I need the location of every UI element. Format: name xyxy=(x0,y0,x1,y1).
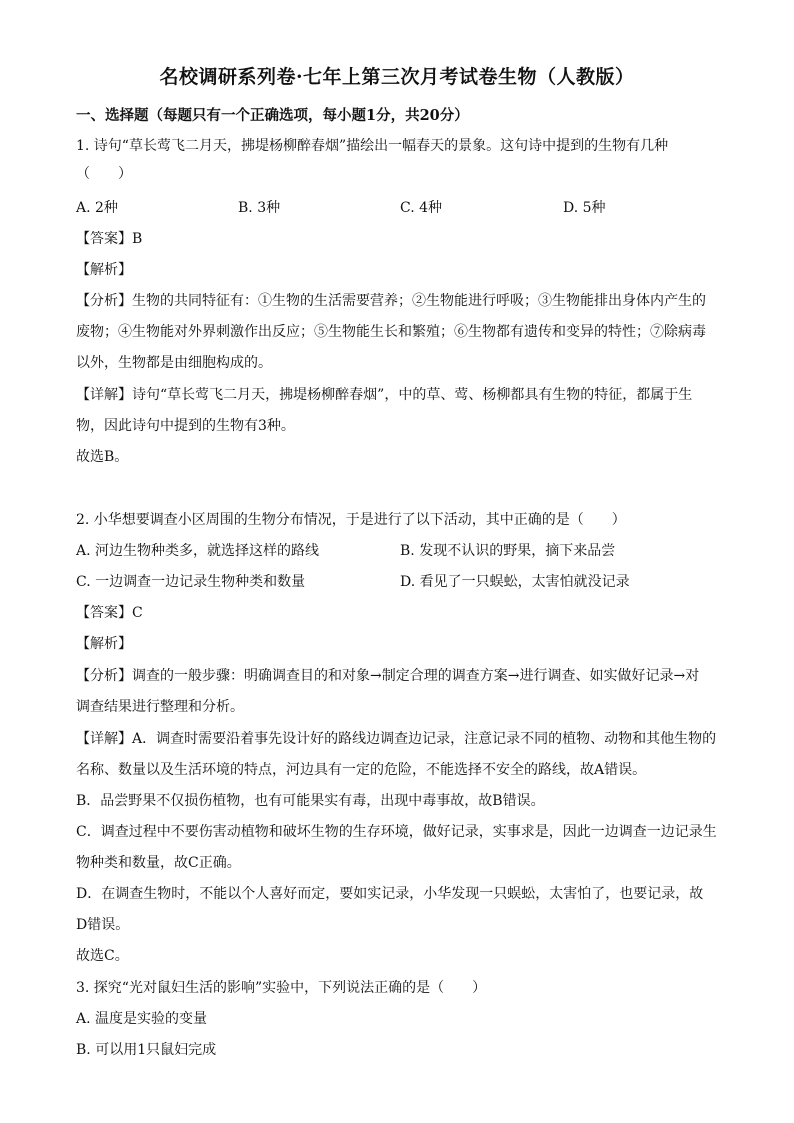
q1-option-d: D. 5种 xyxy=(563,200,606,216)
q1-fenxi-line: 废物；④生物能对外界刺激作出反应；⑤生物能生长和繁殖；⑥生物都有遗传和变异的特性；⑦除病毒 xyxy=(76,324,706,340)
q2-xiangjie-line: 【详解】A．调查时需要沿着事先设计好的路线边调查边记录，注意记录不同的植物、动物和其他生物的 xyxy=(76,731,717,747)
q2-fenxi-line: 【分析】调查的一般步骤：明确调查目的和对象→制定合理的调查方案→进行调查、如实做好记录→对 xyxy=(76,668,700,684)
q2-answer: 【答案】C xyxy=(76,605,143,621)
q2-option-c: C. 一边调查一边记录生物种类和数量 xyxy=(76,574,306,590)
q1-option-a: A. 2种 xyxy=(76,200,118,216)
q2-xiangjie-line: 物种类和数量，故C正确。 xyxy=(76,855,241,871)
q1-fenxi-line: 以外，生物都是由细胞构成的。 xyxy=(76,355,272,371)
q1-xiangjie-line: 物，因此诗句中提到的生物有3种。 xyxy=(76,418,295,434)
page-title: 名校调研系列卷·七年上第三次月考试卷生物（人教版） xyxy=(159,66,635,88)
q2-xiangjie-line: D．在调查生物时，不能以个人喜好而定，要如实记录，小华发现一只蜈蚣，太害怕了，也要记录，故 xyxy=(76,886,704,902)
q2-fenxi-line: 调查结果进行整理和分析。 xyxy=(76,699,244,715)
q1-fenxi-line: 【分析】生物的共同特征有：①生物的生活需要营养；②生物能进行呼吸；③生物能排出身体内产生的 xyxy=(76,293,706,309)
q2-analysis-label: 【解析】 xyxy=(76,636,132,652)
q3-stem: 3. 探究“光对鼠妇生活的影响”实验中，下列说法正确的是（ ） xyxy=(76,980,487,996)
q2-option-b: B. 发现不认识的野果，摘下来品尝 xyxy=(400,543,616,559)
q2-stem: 2. 小华想要调查小区周围的生物分布情况，于是进行了以下活动，其中正确的是（ ） xyxy=(76,512,626,528)
q1-stem-line2: （ ） xyxy=(76,166,132,182)
q2-xiangjie-line: 名称、数量以及生活环境的特点，河边具有一定的危险，不能选择不安全的路线，故A错误。 xyxy=(76,762,647,778)
q2-option-a: A. 河边生物种类多，就选择这样的路线 xyxy=(76,543,320,559)
q2-xiangjie-line: C．调查过程中不要伤害动植物和破坏生物的生存环境，做好记录，实事求是，因此一边调查一边记录生 xyxy=(76,824,717,840)
q1-analysis-label: 【解析】 xyxy=(76,262,132,278)
q1-stem-line1: 1. 诗句“草长莺飞二月天，拂堤杨柳醉春烟”描绘出一幅春天的景象。这句诗中提到的生物有几种 xyxy=(76,138,669,154)
q2-conclusion: 故选C。 xyxy=(76,948,129,964)
q1-xiangjie-line: 【详解】诗句“草长莺飞二月天，拂堤杨柳醉春烟”，中的草、莺、杨柳都具有生物的特征，都属于生 xyxy=(76,387,693,403)
q1-answer: 【答案】B xyxy=(76,231,143,247)
q2-xiangjie-line: D错误。 xyxy=(76,917,130,933)
q3-option-b: B. 可以用1只鼠妇完成 xyxy=(76,1042,217,1058)
q2-xiangjie-line: B．品尝野果不仅损伤植物，也有可能果实有毒，出现中毒事故，故B错误。 xyxy=(76,793,545,809)
q2-option-d: D. 看见了一只蜈蚣，太害怕就没记录 xyxy=(400,574,630,590)
q1-option-c: C. 4种 xyxy=(400,200,443,216)
section-heading: 一、选择题（每题只有一个正确选项，每小题1分，共20分） xyxy=(76,107,469,124)
q1-option-b: B. 3种 xyxy=(238,200,281,216)
q3-option-a: A. 温度是实验的变量 xyxy=(76,1011,208,1027)
q1-conclusion: 故选B。 xyxy=(76,449,129,465)
